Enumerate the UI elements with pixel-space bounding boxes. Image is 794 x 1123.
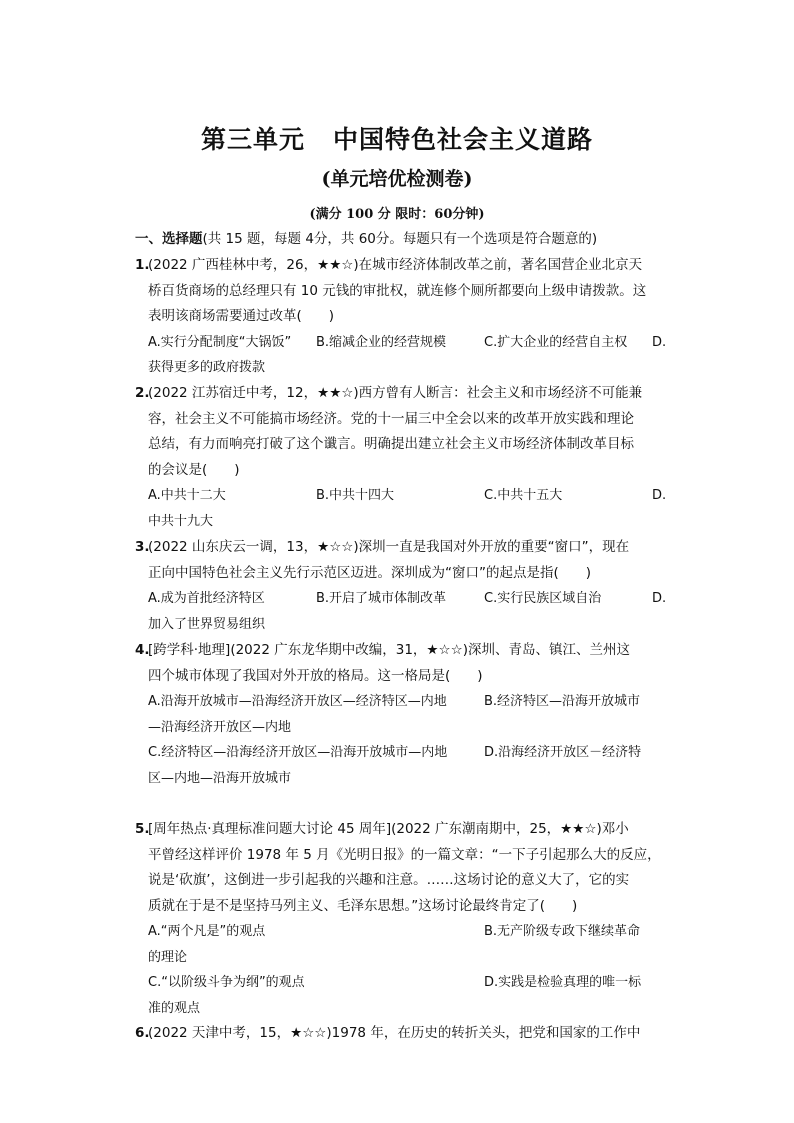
option-d-continued: 准的观点 [148, 1000, 201, 1016]
option-a: A.“两个凡是”的观点 [148, 924, 266, 939]
question-2 [135, 381, 665, 534]
question-number: 4. [135, 642, 150, 658]
option-a: A.成为首批经济特区 [148, 591, 265, 606]
question-number: 2. [135, 385, 150, 401]
option-d-continued: 区—内地—沿海开放城市 [148, 770, 292, 786]
option-a: A.实行分配制度“大锅饭” [148, 334, 292, 350]
question-text-line: 质就在于是不是坚持马列主义、毛泽东思想。”这场讨论最终肯定了( ) [148, 897, 578, 914]
option-c: C.实行民族区域自治 [484, 591, 602, 606]
question-1 [135, 253, 665, 381]
unit-topic: 中国特色社会主义道路 [333, 125, 594, 154]
option-b: B.中共十四大 [316, 488, 395, 503]
question-6 [135, 1021, 665, 1047]
option-b: B.缩减企业的经营规模 [316, 334, 447, 350]
question-text-line: (2022 山东庆云一调，13，★☆☆)深圳一直是我国对外开放的重要“窗口”，现在 [148, 539, 630, 555]
question-text-line: 说是‘砍旗’，这倒进一步引起我的兴趣和注意。……这场讨论的意义大了，它的实 [148, 872, 630, 888]
options-row [148, 970, 678, 996]
question-text-line: [周年热点·真理标准问题大讨论 45 周年](2022 广东潮南期中，25，★★☆)邓小 [148, 821, 629, 837]
options-row [148, 919, 678, 945]
option-d-text: 获得更多的政府拨款 [148, 360, 266, 375]
option-spacer [484, 945, 678, 971]
question-5 [135, 817, 665, 1021]
option-c: C.中共十五大 [484, 488, 563, 503]
option-b-continued: 的理论 [148, 949, 188, 965]
score-time-info: (满分 100 分 限时：60分钟) [309, 207, 485, 222]
option-spacer [484, 766, 678, 792]
unit-number: 第三单元 [200, 125, 305, 154]
options-row [148, 996, 678, 1022]
question-text-line: 桥百货商场的总经理只有 10 元钱的审批权，就连修个厕所都要向上级申请拨款。这 [148, 282, 647, 299]
option-spacer [484, 996, 678, 1022]
question-4 [135, 638, 665, 791]
options-row [148, 715, 678, 741]
option-d-text: 加入了世界贸易组织 [148, 616, 266, 632]
question-text-line: 平曾经这样评价 1978 年 5 月《光明日报》的一篇文章：“一下子引起那么大的反应， [148, 846, 661, 863]
options-row [148, 945, 678, 971]
paper-subtitle: (单元培优检测卷) [321, 168, 473, 190]
question-3 [135, 535, 665, 637]
question-number: 3. [135, 539, 150, 555]
option-b-continued: —沿海经济开放区—内地 [148, 719, 292, 735]
question-text-line: 表明该商场需要通过改革( ) [148, 308, 335, 324]
question-text-line: (2022 天津中考，15，★☆☆)1978 年，在历史的转折关头，把党和国家的工作中 [148, 1025, 641, 1041]
option-b: B.无产阶级专政下继续革命 [484, 924, 641, 939]
section-heading [135, 229, 675, 249]
option-c: C.扩大企业的经营自主权 [484, 334, 628, 350]
option-c: C.“以阶级斗争为纲”的观点 [148, 975, 305, 990]
question-text-line: (2022 广西桂林中考，26，★★☆)在城市经济体制改革之前，著名国营企业北京天 [148, 257, 643, 273]
options-row [148, 766, 678, 792]
option-a: A.沿海开放城市—沿海经济开放区—经济特区—内地 [148, 694, 447, 709]
question-text-line: 四个城市体现了我国对外开放的格局。这一格局是( ) [148, 667, 483, 684]
section-label: 一、选择题 [135, 231, 203, 247]
question-text-line: [跨学科·地理](2022 广东龙华期中改编，31，★☆☆)深圳、青岛、镇江、兰州这 [148, 642, 630, 658]
option-b: B.开启了城市体制改革 [316, 591, 447, 606]
options-row [148, 483, 678, 509]
question-text-line: 的会议是( ) [148, 461, 240, 478]
options-row [148, 330, 678, 356]
question-number: 5. [135, 821, 150, 837]
option-d-label: D. [652, 591, 667, 606]
options-row [148, 689, 678, 715]
question-text-line: (2022 江苏宿迁中考，12，★★☆)西方曾有人断言：社会主义和市场经济不可能兼 [148, 385, 643, 401]
question-text-line: 总结，有力而响亮打破了这个谶言。明确提出建立社会主义市场经济体制改革目标 [148, 436, 634, 452]
section-instructions: (共 15 题，每题 4分，共 60分。每题只有一个选项是符合题意的) [202, 231, 598, 247]
option-d-text: 中共十九大 [148, 513, 214, 529]
question-number: 6. [135, 1025, 150, 1041]
option-b: B.经济特区—沿海开放城市 [484, 694, 641, 709]
option-a: A.中共十二大 [148, 488, 226, 503]
question-number: 1. [135, 257, 150, 273]
question-text-line: 正向中国特色社会主义先行示范区迈进。深圳成为“窗口”的起点是指( ) [148, 564, 592, 581]
option-d: D.沿海经济开放区－经济特 [484, 745, 642, 760]
option-d: D.实践是检验真理的唯一标 [484, 975, 642, 990]
option-spacer [484, 715, 678, 741]
option-d-label: D. [652, 488, 667, 503]
option-c: C.经济特区—沿海经济开放区—沿海开放城市—内地 [148, 745, 448, 760]
options-row [148, 586, 678, 612]
unit-title [0, 120, 794, 156]
options-row [148, 740, 678, 766]
option-d-label: D. [652, 334, 667, 350]
question-text-line: 容，社会主义不可能搞市场经济。党的十一届三中全会以来的改革开放实践和理论 [148, 410, 634, 427]
